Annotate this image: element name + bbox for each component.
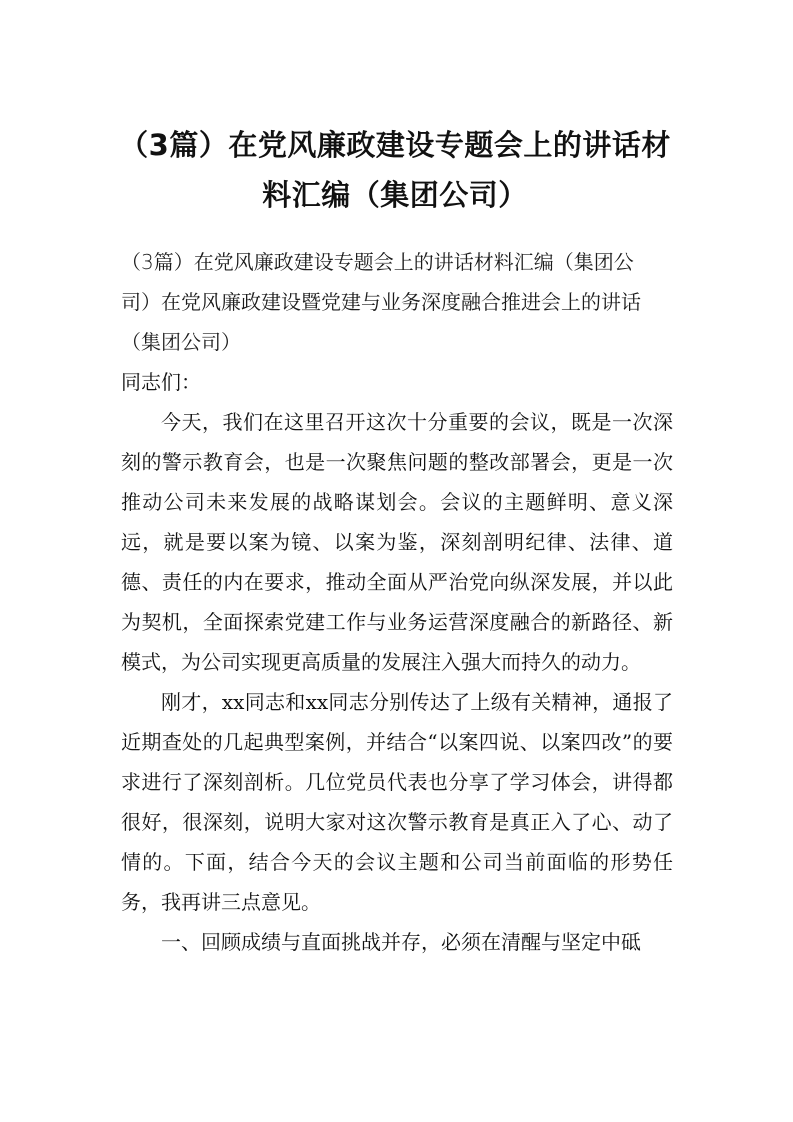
subtitle-line: （3篇）在党风廉政建设专题会上的讲话材料汇编（集团公 <box>121 250 634 274</box>
body-paragraph: 今天，我们在这里召开这次十分重要的会议，既是一次深刻的警示教育会，也是一次聚焦问题的整改部署会，更是一次推动公司未来发展的战略谋划会。会议的主题鲜明、意义深远，就是要以案为镜、以案为鉴，深刻剖明纪律、法律、道德、责任的内在要求，推动全面从严治党向纵深发展，并以此为契机，全面探索党建工作与业务运营深度融合的新路径、新模式，为公司实现更高质量的发展注入强大而持久的动力。 <box>121 410 673 674</box>
greeting: 同志们： <box>121 370 201 394</box>
subtitle-line: （集团公司） <box>121 330 241 354</box>
document-title: （3篇）在党风廉政建设专题会上的讲话材料汇编（集团公司） <box>119 128 671 212</box>
document-body <box>121 242 673 962</box>
body-paragraph: 刚才，xx同志和xx同志分别传达了上级有关精神，通报了近期查处的几起典型案例，并结合“以案四说、以案四改”的要求进行了深刻剖析。几位党员代表也分享了学习体会，讲得都很好，很深刻，说明大家对这次警示教育是真正入了心、动了情的。下面，结合今天的会议主题和公司当前面临的形势任务，我再讲三点意见。 <box>121 690 673 914</box>
subtitle-line: 司）在党风廉政建设暨党建与业务深度融合推进会上的讲话 <box>121 290 641 314</box>
document-subtitle <box>121 242 673 362</box>
section-heading-paragraph: 一、回顾成绩与直面挑战并存，必须在清醒与坚定中砥 <box>161 930 641 954</box>
